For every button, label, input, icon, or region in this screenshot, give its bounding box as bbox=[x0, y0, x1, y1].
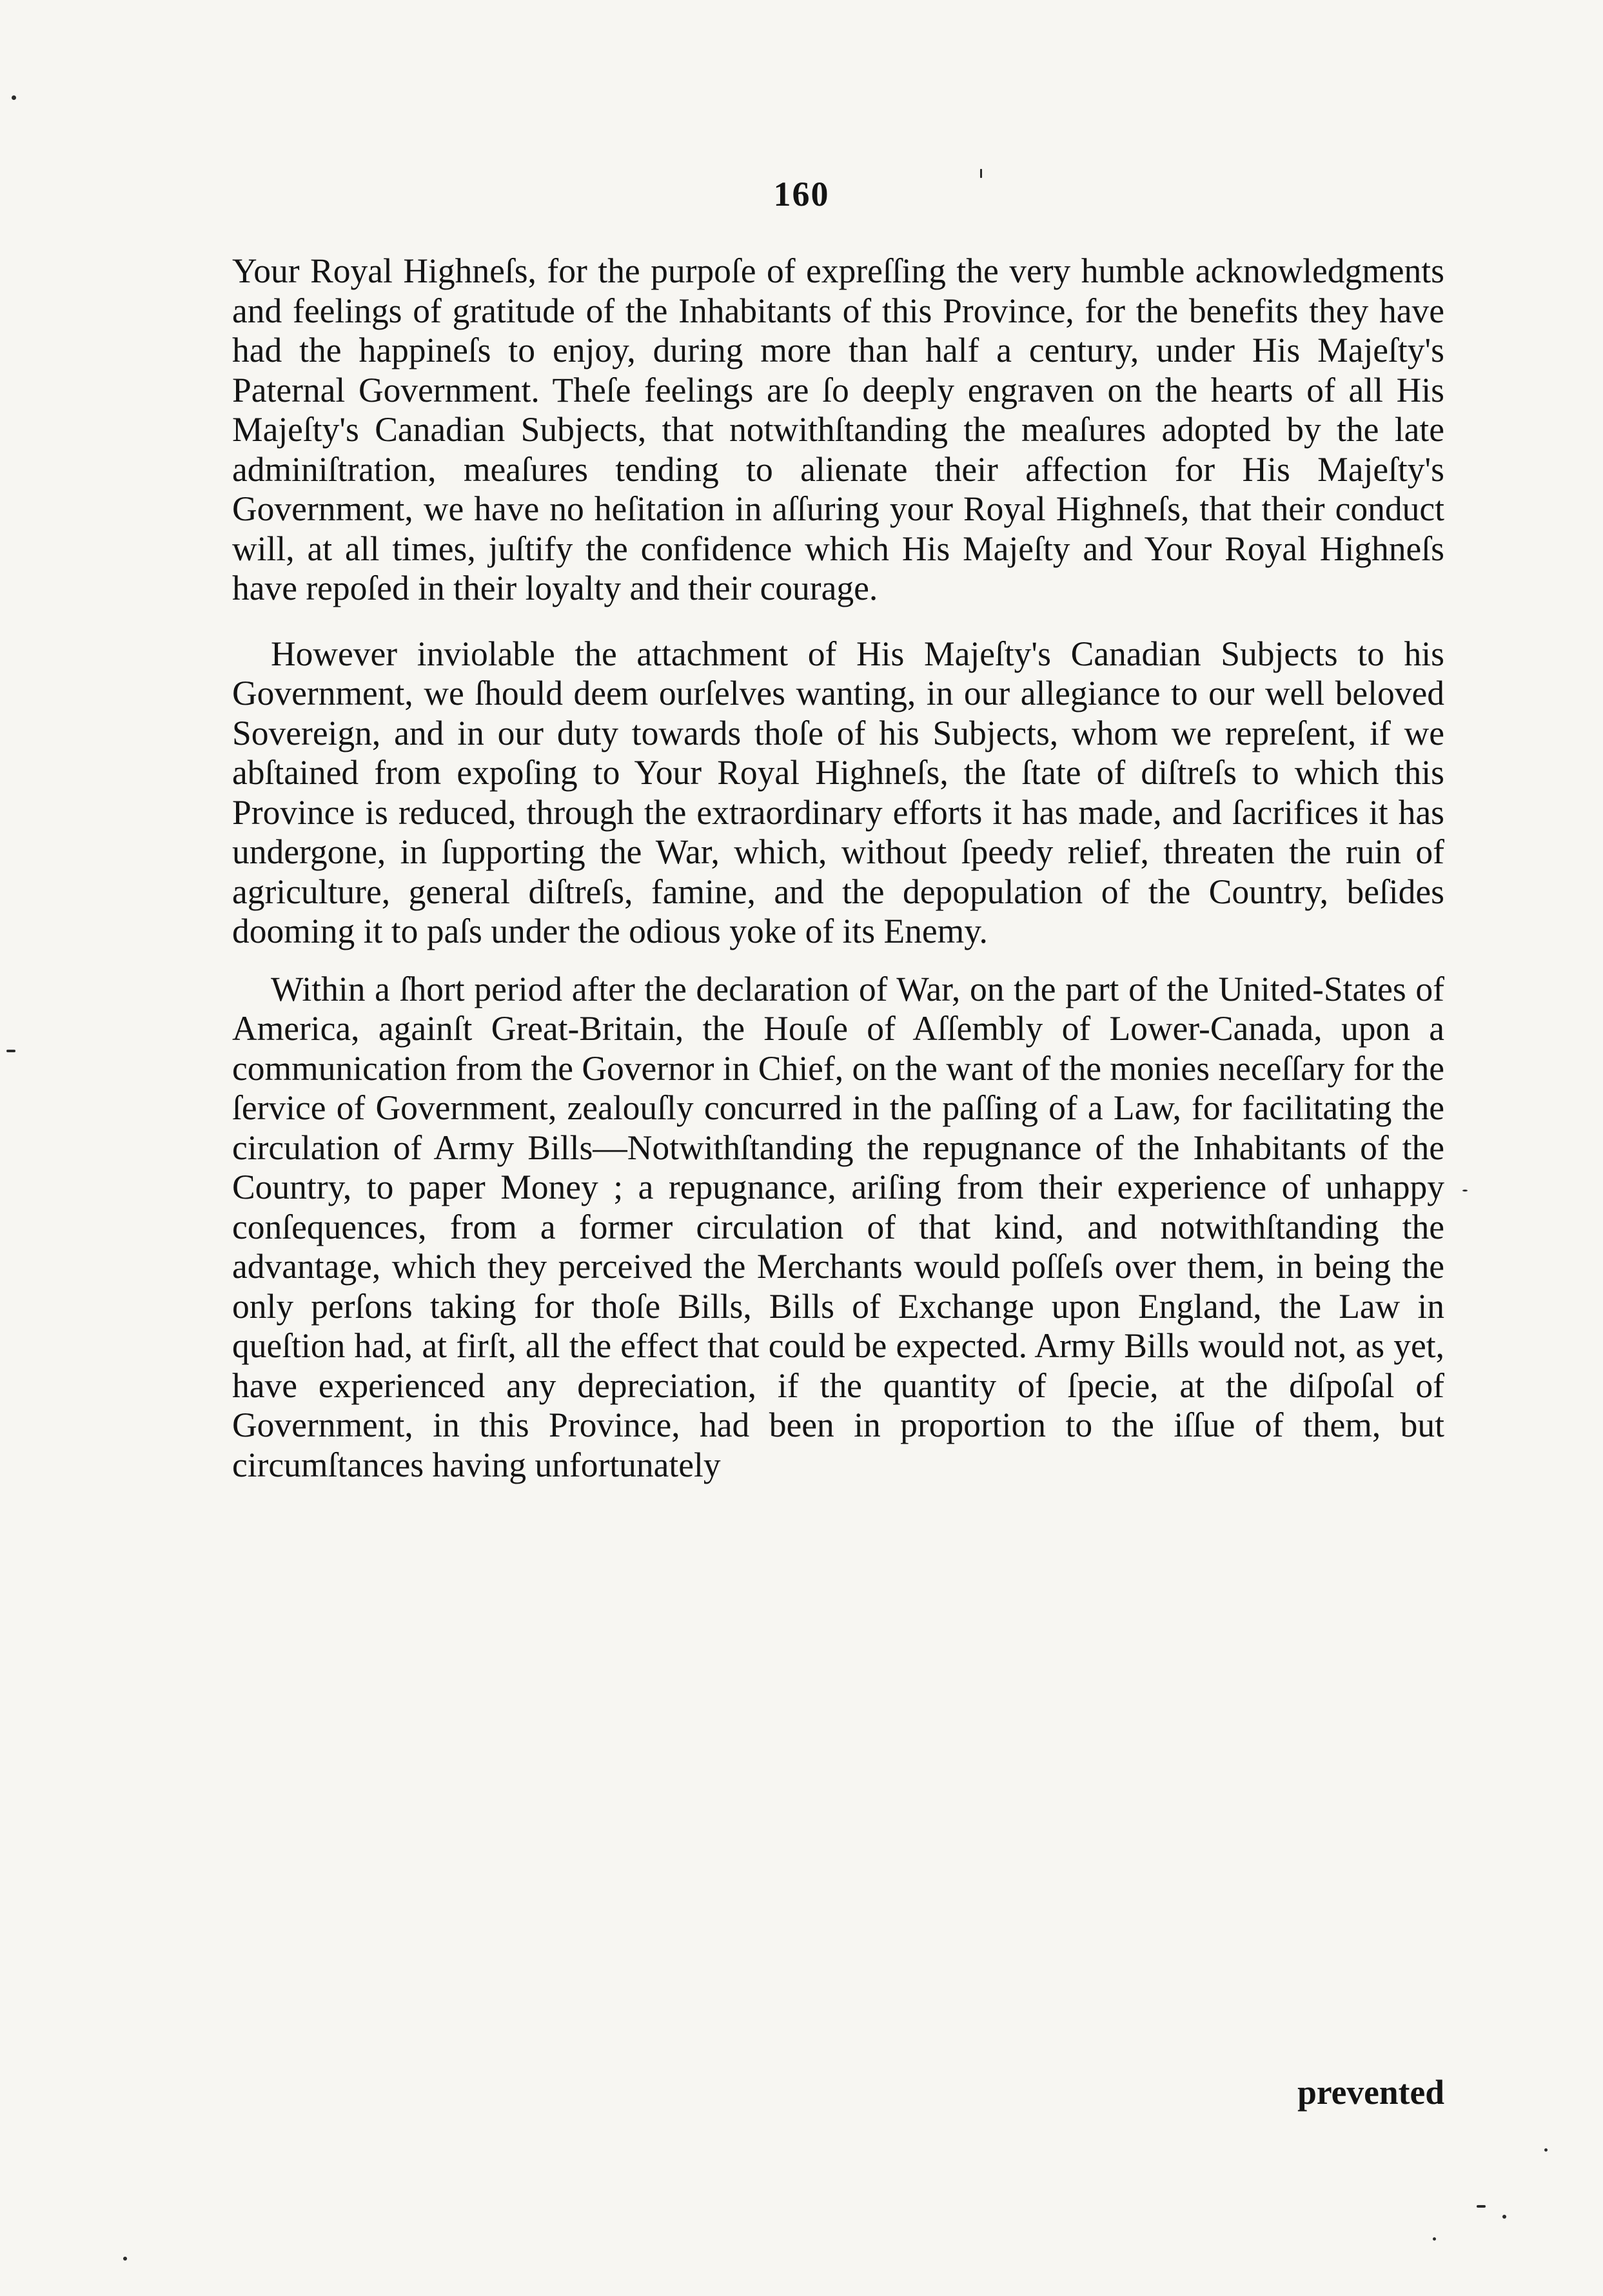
scan-speck bbox=[1462, 1190, 1468, 1192]
scan-speck bbox=[1477, 2205, 1486, 2208]
page-number: 160 bbox=[773, 175, 830, 213]
scan-speck bbox=[980, 169, 982, 178]
scan-speck bbox=[123, 2257, 127, 2261]
scan-speck bbox=[12, 95, 16, 100]
scan-speck bbox=[1502, 2215, 1506, 2219]
paragraph-attachment: However inviolable the attachment of His Majeſty's Canadian Subjects to his Government, we ſhould deem ourſelves wanting, in our allegiance to our well beloved Sovereign, and in our duty towards thoſe of his Subjects, whom we repreſent, if we abſtained from expoſing to Your Royal Highneſs, the ſtate of diſtreſs to which this Province is reduced, through the extraordinary efforts it has made, and ſacrifices it has undergone, in ſupporting the War, which, without ſpeedy relief, threaten the ruin of agriculture, general diſtreſs, famine, and the depopulation of the Country, beſides dooming it to paſs under the odious yoke of its Enemy. bbox=[232, 634, 1444, 950]
scan-speck bbox=[1433, 2237, 1436, 2241]
paragraph-address: Your Royal Highneſs, for the purpoſe of expreſſing the very humble acknowledgments and feelings of gratitude of the Inhabitants of this Province, for the benefits they have had the happineſs to enjoy, during more than half a century, under His Majeſty's Paternal Government. Theſe feelings are ſo deeply engraven on the hearts of all His Majeſty's Canadian Subjects, that notwithſtanding the meaſures adopted by the late adminiſtration, meaſures tending to alienate their affection for His Majeſty's Government, we have no heſitation in aſſuring your Royal Highneſs, that their conduct will, at all times, juſtify the confidence which His Majeſty and Your Royal Highneſs have repoſed in their loyalty and their courage. bbox=[232, 251, 1444, 607]
catchword: prevented bbox=[1297, 2073, 1444, 2112]
scan-speck bbox=[1544, 2148, 1548, 2152]
scan-speck bbox=[6, 1050, 15, 1052]
paragraph-army-bills: Within a ſhort period after the declaration of War, on the part of the United-States of America, againſt Great-Britain, the Houſe of Aſſembly of Lower-Canada, upon a communication from the Governor in Chief, on the want of the monies neceſſary for the ſervice of Government, zealouſly concurred in the paſſing of a Law, for facilitating the circulation of Army Bills—Notwithſtanding the repugnance of the Inhabitants of the Country, to paper Money ; a repugnance, ariſing from their experience of unhappy conſequences, from a former circulation of that kind, and notwithſtanding the advantage, which they perceived the Merchants would poſſeſs over them, in being the only perſons taking for thoſe Bills, Bills of Exchange upon England, the Law in queſtion had, at firſt, all the effect that could be expected. Army Bills would not, as yet, have experienced any depreciation, if the quantity of ſpecie, at the diſpoſal of Government, in this Province, had been in proportion to the iſſue of them, but circumſtances having unfortunately bbox=[232, 969, 1444, 1484]
body-text bbox=[232, 251, 1444, 1485]
